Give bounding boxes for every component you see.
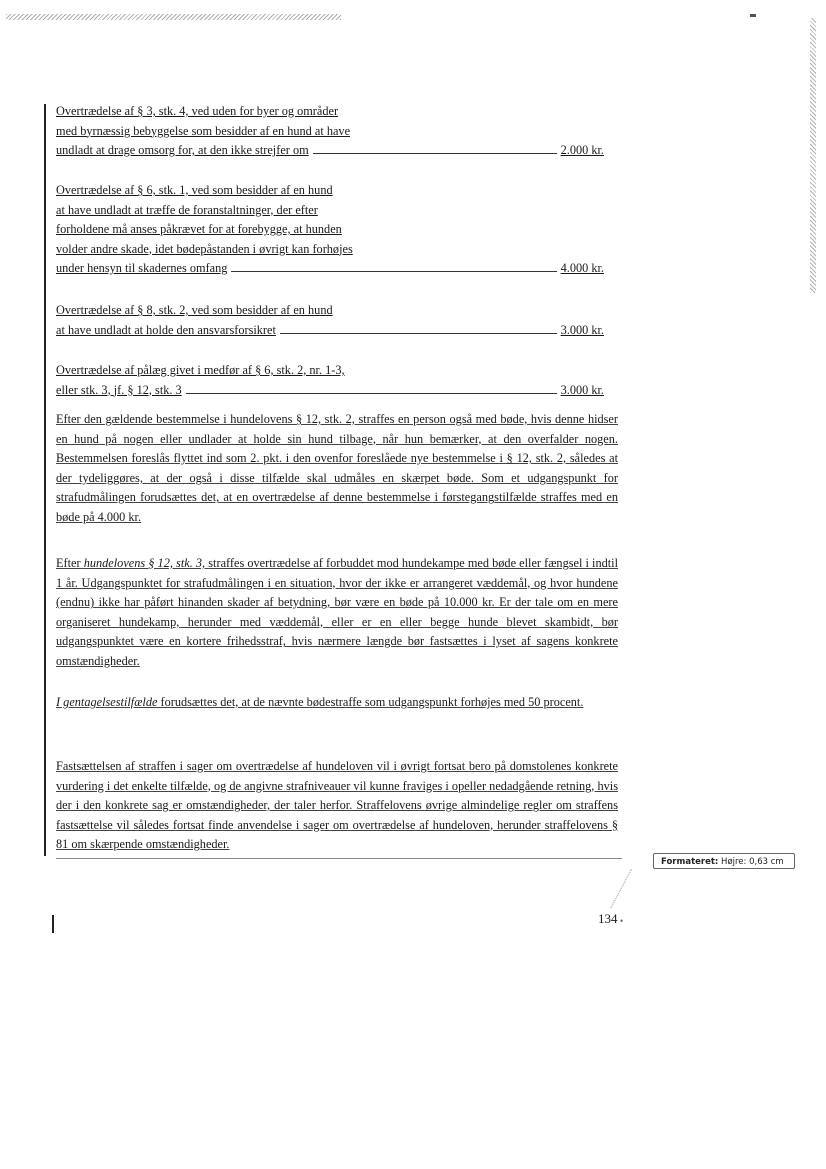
fine-line: Overtrædelse af § 6, stk. 1, ved som besidder af en hund — [56, 183, 333, 197]
margin-rule — [56, 858, 622, 859]
comment-label: Formateret: — [661, 857, 719, 867]
paragraph-dogfights — [56, 554, 618, 672]
comment-text: Højre: 0,63 cm — [721, 857, 784, 867]
fine-line: volder andre skade, idet bødepåstanden i øvrigt kan forhøjes — [56, 241, 353, 256]
fine-entry-3 — [56, 301, 604, 340]
fine-line: eller stk. 3, jf. § 12, stk. 3 — [56, 382, 182, 397]
fine-line: forholdene må anses påkrævet for at forebygge, at hunden — [56, 222, 342, 236]
fine-line: undladt at drage omsorg for, at den ikke strejfer om — [56, 143, 309, 157]
paragraph-sentencing — [56, 757, 618, 855]
paragraph-text: straffes overtrædelse af forbuddet mod hundekampe med bøde eller fængsel i indtil 1 år. Udgangspunktet for strafudmålingen i en situation, hvor der ikke er arrangeret væddemål, og hvor hundene (endnu) ikke har påført hinanden skader af betydning, bør være en bøde på 10.000 kr. Er der tale om en mere organiseret hundekamp, herunder med væddemål, eller er en eller begge hunde blevet skambidt, bør udgangspunktet være en kortere frihedsstraf, hvis nærmere længde bør fastsættes i lyset af sagens konkrete omstændigheder. — [56, 556, 618, 668]
leader-line — [186, 393, 557, 394]
fine-line: med byrnæssig bebyggelse som besidder af en hund at have — [56, 123, 351, 138]
paragraph-intro: Efter — [56, 556, 81, 570]
paragraph-text: Fastsættelsen af straffen i sager om overtrædelse af hundeloven vil i øvrigt fortsat bero på domstolenes konkrete vurdering i det enkelte tilfælde, og de angivne strafniveauer vil kunne fraviges i opeller nedadgående retning, hvis der i den konkrete sag er omstændigheder, der taler herfor. Straffelovens øvrige almindelige regler om straffens fastsættelse vil således fortsat finde anvendelse i sager om overtrædelse af hundeloven, herunder straffelovens § 81 om skærpende omstændigheder. — [56, 759, 618, 852]
change-bar — [44, 104, 46, 856]
paragraph-text: Efter den gældende bestemmelse i hundelovens § 12, stk. 2, straffes en person også med bøde, hvis denne hidser en hund på nogen eller undlader at holde sin hund tilbage, når hun bemærker, at den overfalder nogen. Bestemmelsen foreslås flyttet ind som 2. pkt. i den ovenfor foreslåede nye bestemmelse i § 12, stk. 2, således at der tydeliggøres, at der også i disse tilfælde skal udmåles en skærpet bøde. Som et udgangspunkt for strafudmålingen forudsættes det, at en overtrædelse af denne bestemmelse i førstegangstilfælde straffes med en bøde på 4.000 kr. — [56, 412, 618, 524]
paragraph-repeat-offence — [56, 693, 618, 713]
fine-amount: 3.000 kr. — [560, 382, 604, 397]
fine-line: Overtrædelse af § 8, stk. 2, ved som besidder af en hund — [56, 303, 333, 317]
leader-line — [280, 333, 557, 334]
fine-line: at have undladt at træffe de foranstaltninger, der efter — [56, 202, 318, 217]
page-number: 134 — [598, 911, 618, 926]
paragraph-emphasis: I gentagelsestilfælde — [56, 695, 158, 709]
paragraph-incitement — [56, 410, 618, 528]
scan-artifact-top — [6, 14, 341, 20]
scan-artifact-right — [810, 18, 816, 293]
paragraph-emphasis: hundelovens § 12, stk. 3, — [83, 556, 206, 570]
format-comment-balloon[interactable] — [653, 853, 795, 869]
fine-amount: 2.000 kr. — [560, 143, 604, 157]
fine-amount: 4.000 kr. — [560, 261, 604, 275]
paragraph-text: forudsættes det, at de nævnte bødestraffe som udgangspunkt forhøjes med 50 procent. — [160, 695, 584, 709]
fine-line: Overtrædelse af pålæg givet i medfør af § 6, stk. 2, nr. 1-3, — [56, 363, 345, 377]
fine-amount: 3.000 kr. — [560, 322, 604, 337]
fine-entry-1 — [56, 102, 604, 161]
fine-entry-2 — [56, 181, 604, 279]
leader-line — [313, 153, 557, 154]
fine-line: under hensyn til skadernes omfang — [56, 261, 228, 275]
change-bar-footer — [52, 915, 54, 933]
fine-entry-4 — [56, 361, 604, 400]
scan-corner-mark — [750, 14, 756, 17]
leader-line — [231, 271, 556, 272]
comment-connector — [610, 869, 632, 909]
paragraph-mark: • — [620, 916, 624, 926]
fine-line: Overtrædelse af § 3, stk. 4, ved uden for byer og områder — [56, 104, 339, 118]
fine-line: at have undladt at holde den ansvarsforsikret — [56, 322, 276, 337]
